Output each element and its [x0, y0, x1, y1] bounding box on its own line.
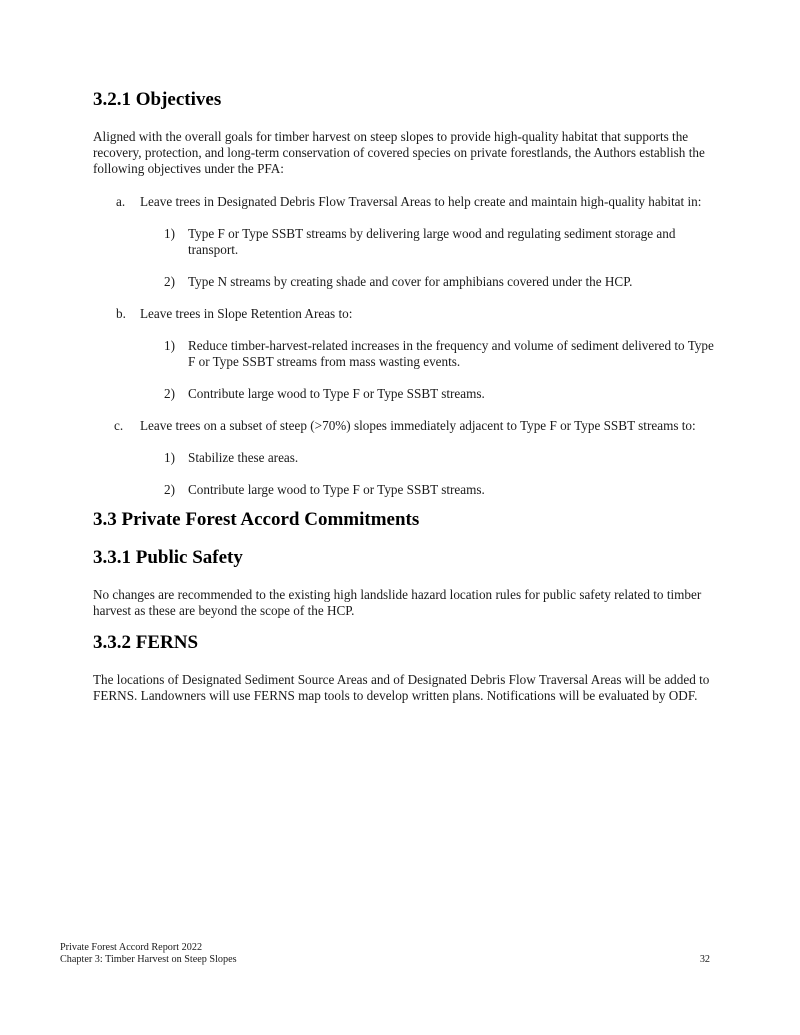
objective-item-b-2 [93, 386, 718, 402]
objectives-list [93, 194, 718, 498]
objectives-heading: 3.2.1 Objectives [93, 89, 222, 110]
list-marker: c. [114, 418, 124, 433]
page-footer [60, 942, 710, 966]
page-number: 32 [699, 954, 710, 965]
list-marker: 2) [164, 386, 175, 401]
list-marker: 1) [164, 450, 175, 465]
objective-item-b-1 [93, 338, 718, 370]
objective-item-c [93, 418, 718, 434]
list-item-text: Leave trees on a subset of steep (>70%) slopes immediately adjacent to Type F or Type SSBT streams to: [140, 418, 696, 433]
objective-item-b [93, 306, 718, 322]
list-marker: 1) [164, 226, 175, 241]
list-marker: 1) [164, 338, 175, 353]
list-item-text: Type N streams by creating shade and cover for amphibians covered under the HCP. [188, 274, 633, 289]
page-content [93, 88, 718, 704]
objective-item-a-1 [93, 226, 718, 258]
objective-item-c-2 [93, 482, 718, 498]
objective-item-c-1 [93, 450, 718, 466]
list-item-text: Leave trees in Slope Retention Areas to: [140, 306, 353, 321]
list-item-text: Type F or Type SSBT streams by delivering large wood and regulating sediment storage and transport. [188, 226, 676, 257]
footer-chapter: Chapter 3: Timber Harvest on Steep Slopes [60, 954, 237, 965]
list-item-text: Contribute large wood to Type F or Type SSBT streams. [188, 482, 485, 497]
list-item-text: Leave trees in Designated Debris Flow Traversal Areas to help create and maintain high-quality habitat in: [140, 194, 702, 209]
list-item-text: Stabilize these areas. [188, 450, 299, 465]
list-item-text: Reduce timber-harvest-related increases in the frequency and volume of sediment delivered to Type F or Type SSBT streams from mass wasting events. [188, 338, 714, 369]
objective-item-a-2 [93, 274, 718, 290]
list-marker: 2) [164, 274, 175, 289]
list-marker: 2) [164, 482, 175, 497]
footer-report-title: Private Forest Accord Report 2022 [60, 942, 203, 953]
public-safety-heading: 3.3.1 Public Safety [93, 547, 243, 568]
objective-item-a [93, 194, 718, 210]
ferns-body: The locations of Designated Sediment Source Areas and of Designated Debris Flow Traversal Areas will be added to FERNS. Landowners will use FERNS map tools to develop written plans. Notifications will be evaluated by ODF. [93, 672, 710, 703]
ferns-heading: 3.3.2 FERNS [93, 632, 199, 653]
list-marker: a. [116, 194, 126, 209]
list-item-text: Contribute large wood to Type F or Type SSBT streams. [188, 386, 485, 401]
list-marker: b. [116, 306, 126, 321]
objectives-intro: Aligned with the overall goals for timber harvest on steep slopes to provide high-quality habitat that supports the recovery, protection, and long-term conservation of covered species on private forestlands, the Authors establish the following objectives under the PFA: [93, 129, 705, 176]
commitments-heading: 3.3 Private Forest Accord Commitments [93, 509, 420, 530]
public-safety-body: No changes are recommended to the existing high landslide hazard location rules for public safety related to timber harvest as these are beyond the scope of the HCP. [93, 587, 702, 618]
